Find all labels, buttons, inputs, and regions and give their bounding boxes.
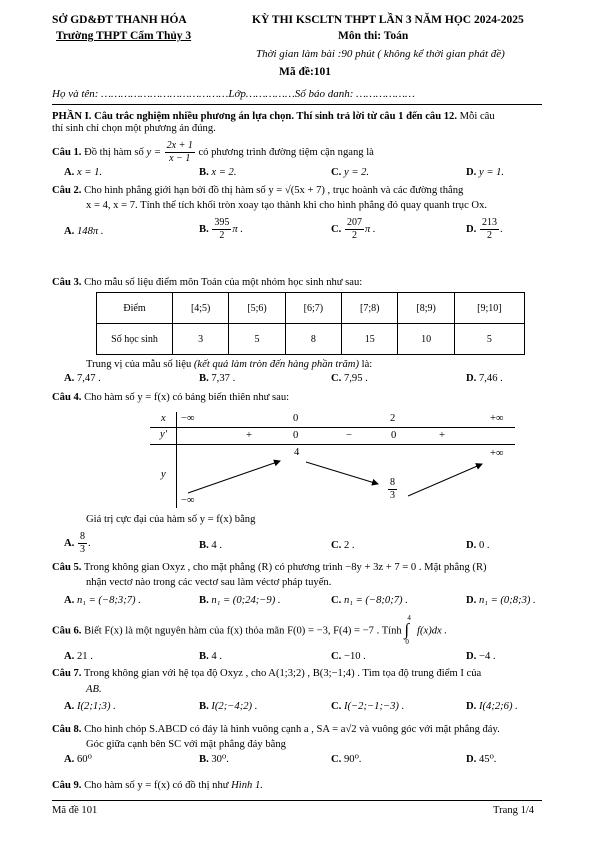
vt-arrows xyxy=(150,440,515,510)
q3-option-b[interactable]: B. 7,37 . xyxy=(199,373,236,384)
part1-note: thí sinh chỉ chọn một phương án đúng. xyxy=(52,123,216,134)
vt-x-label: x xyxy=(161,413,166,424)
q8-option-d[interactable]: D. 45⁰. xyxy=(466,754,497,765)
q3-option-c[interactable]: C. 7,95 . xyxy=(331,373,368,384)
question-5-line2: nhận vectơ nào trong các vectơ sau làm véctơ pháp tuyến. xyxy=(86,577,332,588)
exam-code: Mã đề:101 xyxy=(279,66,332,78)
table-row xyxy=(97,324,525,355)
vt-x-value: 2 xyxy=(390,413,396,424)
q2-option-b[interactable]: B. $\frac{395}{2}$ π . xyxy=(199,217,243,241)
question-4-ask: Giá trị cực đại của hàm số y = f(x) bằng xyxy=(86,514,256,525)
q7-option-d[interactable]: D. I(4;2;6) . xyxy=(466,701,518,712)
q5-option-a[interactable]: A. n₁ = (−8;3;7) . xyxy=(64,595,141,606)
integral-icon: ∫ xyxy=(404,620,410,639)
q7-option-a[interactable]: A. I(2;1;3) . xyxy=(64,701,116,712)
table-head-score: Điểm xyxy=(97,293,173,324)
arrow-up-icon xyxy=(188,461,280,493)
table-cell: [7;8) xyxy=(342,293,398,324)
table-cell: [8;9) xyxy=(398,293,454,324)
vt-sign: − xyxy=(346,430,352,441)
q8-option-b[interactable]: B. 30⁰. xyxy=(199,754,229,765)
q6-option-a[interactable]: A. 21 . xyxy=(64,651,93,662)
q7-option-b[interactable]: B. I(2;−4;2) . xyxy=(199,701,258,712)
q6-option-d[interactable]: D. −4 . xyxy=(466,651,496,662)
q2-option-c[interactable]: C. $\frac{207}{2}$ π . xyxy=(331,217,376,241)
q2-option-d[interactable]: D. $\frac{213}{2}$ . xyxy=(466,217,503,241)
table-cell: [5;6) xyxy=(229,293,285,324)
q1-option-a[interactable]: A. x = 1. xyxy=(64,167,103,178)
q6-option-b[interactable]: B. 4 . xyxy=(199,651,222,662)
q5-option-d[interactable]: D. n₁ = (0;8;3) . xyxy=(466,595,536,606)
vt-sign: 0 xyxy=(391,430,397,441)
q8-option-a[interactable]: A. 60⁰ xyxy=(64,754,92,765)
integral-upper: 4 xyxy=(407,614,411,622)
exam-title: KỲ THI KSCLTN THPT LẦN 3 NĂM HỌC 2024-2025 xyxy=(252,14,524,26)
question-3: Câu 3. Cho mẫu số liệu điểm môn Toán của một nhóm học sinh như sau: xyxy=(52,277,363,288)
q1-option-d[interactable]: D. y = 1. xyxy=(466,167,505,178)
vt-y-min: $\frac{8}{3}$ xyxy=(390,477,395,501)
table-cell: 8 xyxy=(285,324,341,355)
integral-lower: 0 xyxy=(405,638,409,646)
vt-y-plus-inf: +∞ xyxy=(490,448,504,459)
q4-option-d[interactable]: D. 0 . xyxy=(466,540,490,551)
exam-subject: Môn thi: Toán xyxy=(338,30,409,42)
table-cell: 5 xyxy=(229,324,285,355)
time-note: Thời gian làm bài :90 phút ( không kể thời gian phát đề) xyxy=(256,48,505,60)
vt-x-value: 0 xyxy=(293,413,299,424)
question-2: Câu 2. Cho hình phẳng giới hạn bởi đồ thị hàm số y = √(5x + 7) , trục hoành và các đường thẳng xyxy=(52,185,464,196)
q4-option-b[interactable]: B. 4 . xyxy=(199,540,222,551)
vt-sign: + xyxy=(246,430,252,441)
question-8: Câu 8. Cho hình chóp S.ABCD có đáy là hình vuông cạnh a , SA = a√2 và vuông góc với mặt phẳng đáy. xyxy=(52,724,500,735)
question-5: Câu 5. Trong không gian Oxyz , cho mặt phẳng (R) có phương trình −8y + 3z + 7 = 0 . Mặt phẳng (R) xyxy=(52,562,487,573)
q4-option-c[interactable]: C. 2 . xyxy=(331,540,355,551)
vt-yprime-label: y' xyxy=(160,429,167,440)
question-8-line2: Góc giữa cạnh bên SC với mặt phẳng đáy bằng xyxy=(86,739,286,750)
q1-option-b[interactable]: B. x = 2. xyxy=(199,167,237,178)
vt-sign: 0 xyxy=(293,430,299,441)
question-7: Câu 7. Trong không gian với hệ tọa độ Oxyz , cho A(1;3;2) , B(3;−1;4) . Tìm tọa độ trung điểm I của xyxy=(52,668,482,679)
question-7-line2: AB. xyxy=(86,684,102,695)
arrow-down-icon xyxy=(306,462,378,484)
part1-heading: PHẦN I. Câu trắc nghiệm nhiều phương án lựa chọn. Thí sinh trả lời từ câu 1 đến câu 12. Mỗi câu xyxy=(52,111,495,122)
footer-page-number: Trang 1/4 xyxy=(493,805,535,816)
arrow-up-icon xyxy=(408,464,482,496)
vt-y-max: 4 xyxy=(294,447,300,458)
vt-x-value: −∞ xyxy=(181,413,195,424)
vt-divider xyxy=(150,427,515,428)
question-6: Câu 6. Biết F(x) là một nguyên hàm của f(x) thỏa mãn F(0) = −3, F(4) = −7 . Tính 4 ∫ 0 f(x)dx . xyxy=(52,614,448,646)
q6-option-c[interactable]: C. −10 . xyxy=(331,651,366,662)
q4-option-a[interactable]: A. $\frac{8}{3}$ . xyxy=(64,531,91,555)
school-name: Trường THPT Cẩm Thủy 3 xyxy=(56,30,192,42)
data-table xyxy=(96,292,525,355)
header-divider xyxy=(52,104,542,105)
question-4: Câu 4. Cho hàm số y = f(x) có bảng biến thiên như sau: xyxy=(52,392,290,403)
footer-divider xyxy=(52,800,542,801)
question-2-line2: x = 4, x = 7. Tính thể tích khối tròn xoay tạo thành khi cho hình phẳng đó quay quanh trục Ox. xyxy=(86,200,488,211)
table-cell: [6;7) xyxy=(285,293,341,324)
table-head-count: Số học sinh xyxy=(97,324,173,355)
vt-y-label: y xyxy=(161,469,166,480)
vt-x-value: +∞ xyxy=(490,413,504,424)
table-cell: [9;10] xyxy=(454,293,524,324)
question-9: Câu 9. Cho hàm số y = f(x) có đồ thị như Hình 1. xyxy=(52,780,263,791)
table-cell: 15 xyxy=(342,324,398,355)
q5-option-c[interactable]: C. n₁ = (−8;0;7) . xyxy=(331,595,408,606)
dept-name: SỞ GD&ĐT THANH HÓA xyxy=(52,14,187,26)
q5-option-b[interactable]: B. n₁ = (0;24;−9) . xyxy=(199,595,281,606)
q8-option-c[interactable]: C. 90⁰. xyxy=(331,754,362,765)
q1-option-c[interactable]: C. y = 2. xyxy=(331,167,370,178)
question-1: Câu 1. Đồ thị hàm số y = $\frac{2x + 1}{x - 1}$ có phương trình đường tiệm cận ngang là xyxy=(52,140,374,164)
vt-y-minus-inf: −∞ xyxy=(181,495,195,506)
table-cell: [4;5) xyxy=(173,293,229,324)
q3-option-a[interactable]: A. 7,47 . xyxy=(64,373,101,384)
table-row xyxy=(97,293,525,324)
student-info-line: Họ và tên: …………………………………Lớp……………Số báo danh: ……………… xyxy=(52,88,415,100)
q7-option-c[interactable]: C. I(−2;−1;−3) . xyxy=(331,701,405,712)
q3-option-d[interactable]: D. 7,46 . xyxy=(466,373,503,384)
table-cell: 5 xyxy=(454,324,524,355)
table-cell: 3 xyxy=(173,324,229,355)
vt-sign: + xyxy=(439,430,445,441)
question-3-ask: Trung vị của mẫu số liệu (kết quả làm tròn đến hàng phần trăm) là: xyxy=(86,359,373,370)
table-cell: 10 xyxy=(398,324,454,355)
q2-option-a[interactable]: A. 148π . xyxy=(64,226,104,237)
footer-exam-code: Mã đề 101 xyxy=(52,805,98,816)
